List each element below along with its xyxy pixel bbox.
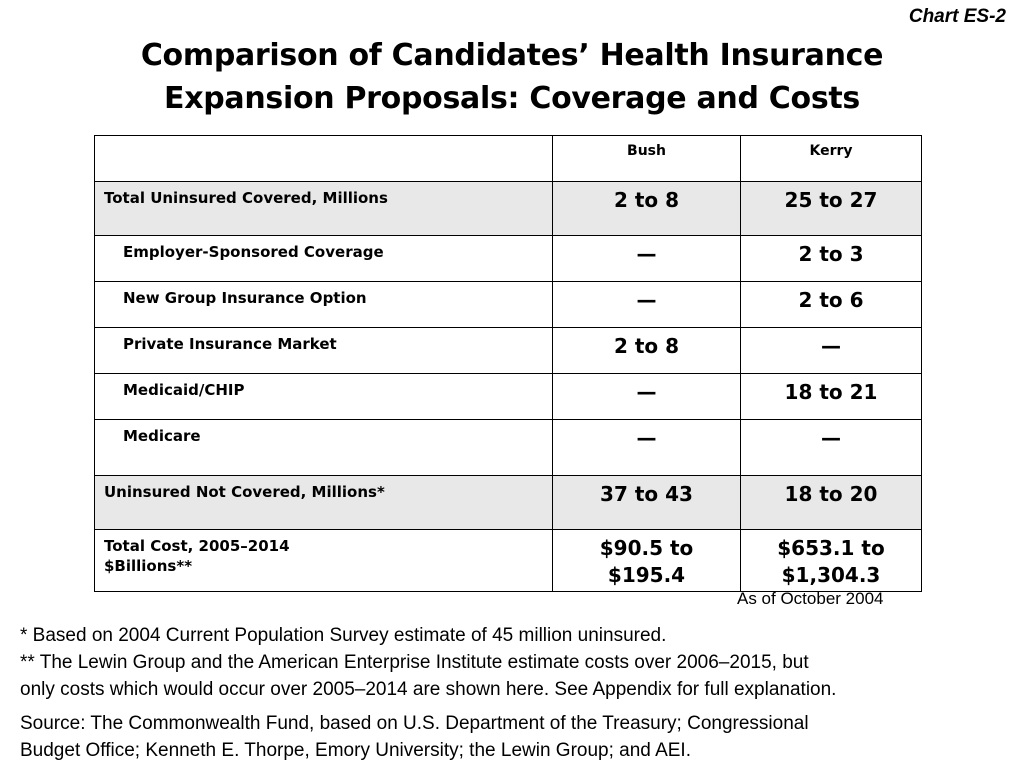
row-label: Employer-Sponsored Coverage xyxy=(95,236,553,282)
table-row xyxy=(95,282,922,328)
comparison-table xyxy=(94,135,922,592)
row-label: New Group Insurance Option xyxy=(95,282,553,328)
row-label: Total Uninsured Covered, Millions xyxy=(95,182,553,236)
row-label-line-2: $Billions** xyxy=(104,557,193,575)
table-row xyxy=(95,530,922,592)
footnote-1: * Based on 2004 Current Population Survey estimate of 45 million uninsured. xyxy=(20,625,667,646)
footnote-2-line-2: only costs which would occur over 2005–2014 are shown here. See Appendix for full explanation. xyxy=(20,679,837,700)
kerry-value-line-1: $653.1 to xyxy=(777,536,885,560)
row-label: Medicare xyxy=(95,420,553,476)
row-label: Medicaid/CHIP xyxy=(95,374,553,420)
row-label xyxy=(95,530,553,592)
title-line-2: Expansion Proposals: Coverage and Costs xyxy=(164,81,860,116)
bush-value: 2 to 8 xyxy=(553,328,741,374)
bush-value-line-1: $90.5 to xyxy=(599,536,694,560)
bush-value-line-2: $195.4 xyxy=(607,563,686,587)
bush-value: — xyxy=(553,282,741,328)
kerry-value-line-2: $1,304.3 xyxy=(781,563,881,587)
as-of-date: As of October 2004 xyxy=(737,589,884,608)
bush-value: — xyxy=(553,236,741,282)
bush-value: 37 to 43 xyxy=(553,476,741,530)
footnotes xyxy=(20,622,1020,764)
header-bush: Bush xyxy=(553,136,741,182)
row-label-line-1: Total Cost, 2005–2014 xyxy=(104,537,290,555)
table-row xyxy=(95,236,922,282)
kerry-value xyxy=(741,530,922,592)
kerry-value: 25 to 27 xyxy=(741,182,922,236)
header-kerry: Kerry xyxy=(741,136,922,182)
kerry-value: 2 to 6 xyxy=(741,282,922,328)
header-blank-cell xyxy=(95,136,553,182)
source-line-2: Budget Office; Kenneth E. Thorpe, Emory University; the Lewin Group; and AEI. xyxy=(20,740,691,761)
source-line-1: Source: The Commonwealth Fund, based on U.S. Department of the Treasury; Congressional xyxy=(20,713,809,734)
table-header-row xyxy=(95,136,922,182)
kerry-value: — xyxy=(741,420,922,476)
page-title xyxy=(0,34,1024,120)
kerry-value: 18 to 21 xyxy=(741,374,922,420)
kerry-value: 18 to 20 xyxy=(741,476,922,530)
source-note xyxy=(20,710,1020,764)
table-row xyxy=(95,420,922,476)
row-label: Private Insurance Market xyxy=(95,328,553,374)
bush-value xyxy=(553,530,741,592)
footnote-2-line-1: ** The Lewin Group and the American Enterprise Institute estimate costs over 2006–2015, but xyxy=(20,652,809,673)
bush-value: — xyxy=(553,420,741,476)
row-label: Uninsured Not Covered, Millions* xyxy=(95,476,553,530)
kerry-value: — xyxy=(741,328,922,374)
chart-label: Chart ES-2 xyxy=(908,6,1006,27)
bush-value: 2 to 8 xyxy=(553,182,741,236)
bush-value: — xyxy=(553,374,741,420)
table-row xyxy=(95,328,922,374)
table-row xyxy=(95,374,922,420)
title-line-1: Comparison of Candidates’ Health Insurance xyxy=(140,38,884,73)
table-row xyxy=(95,476,922,530)
kerry-value: 2 to 3 xyxy=(741,236,922,282)
table-row xyxy=(95,182,922,236)
